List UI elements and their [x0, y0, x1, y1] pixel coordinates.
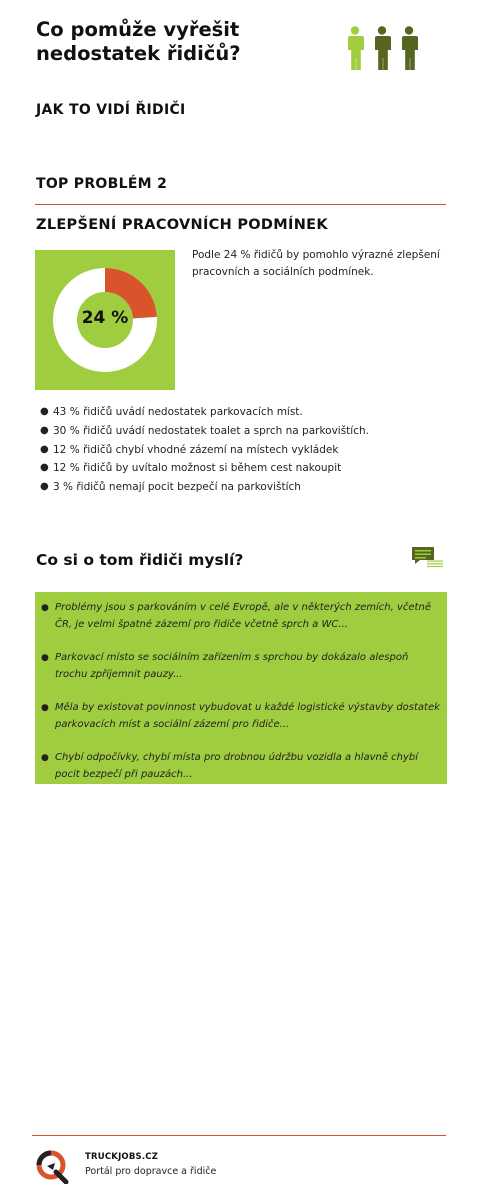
quote-text: Problémy jsou s parkováním v celé Evropě, ale v některých zemích, včetně ČR, je velmi špatné zázemí pro řidiče včetně sprch a WC...: [55, 602, 431, 630]
list-item-text: 12 % řidičů chybí vhodné zázemí na místech vykládek: [53, 443, 339, 456]
list-item: [40, 459, 440, 478]
title-line-2: nedostatek řidičů?: [36, 42, 241, 65]
person-icon-dark-2: [402, 26, 418, 70]
footer-brand: TRUCKJOBS.CZ: [85, 1152, 159, 1162]
bullet-icon: ●: [40, 406, 49, 417]
donut-chart: [35, 250, 175, 390]
list-item: [40, 441, 440, 460]
bullet-icon: ●: [40, 443, 49, 455]
list-item-text: 12 % řidičů by uvítalo možnost si během cest nakoupit: [53, 462, 342, 475]
bullet-icon: ●: [41, 603, 49, 613]
header: [36, 18, 316, 66]
list-item: [40, 478, 440, 497]
section-title: ZLEPŠENÍ PRACOVNÍCH PODMÍNEK: [36, 217, 328, 233]
list-item-text: 43 % řidičů uvádí nedostatek parkovacích míst.: [53, 406, 303, 418]
footer-tagline: Portál pro dopravce a řidiče: [85, 1166, 217, 1177]
quote-item: [41, 600, 441, 633]
donut-label: 24 %: [81, 308, 129, 328]
bullet-icon: ●: [40, 424, 49, 436]
quote-text: Měla by existovat povinnost vybudovat u každé logistické výstavby dostatek parkovacích míst a sociální zázemí pro řidiče...: [55, 702, 440, 730]
chat-bubble-icon: [410, 546, 444, 568]
quote-item: [41, 750, 441, 783]
list-item: [40, 422, 440, 441]
subtitle: JAK TO VIDÍ ŘIDIČI: [36, 102, 186, 118]
person-icon-light: [348, 26, 364, 70]
people-icon: [344, 26, 422, 70]
quote-item: [41, 650, 441, 683]
person-icon-dark-1: [375, 26, 391, 70]
list-item: [40, 403, 440, 422]
footer-divider: [32, 1135, 446, 1136]
bullet-icon: ●: [41, 653, 49, 663]
list-item-text: 30 % řidičů uvádí nedostatek toalet a sprch na parkovištích.: [53, 424, 369, 437]
quote-text: Chybí odpočívky, chybí místa pro drobnou údržbu vozidla a hlavně chybí pocit bezpečí při pauzách...: [55, 752, 419, 780]
truckjobs-logo-icon: [36, 1150, 72, 1184]
page-title: [36, 18, 316, 66]
bullet-icon: ●: [41, 703, 49, 713]
top-problem-heading: TOP PROBLÉM 2: [36, 176, 168, 192]
bullet-icon: ●: [41, 753, 49, 763]
quote-text: Parkovací místo se sociálním zařízením s sprchou by dokázalo alespoň trochu zpříjemnit pauzy...: [55, 652, 409, 680]
description-text: Podle 24 % řidičů by pomohlo výrazné zlepšení pracovních a sociálních podmínek.: [192, 249, 440, 278]
quotes-box: [35, 592, 447, 784]
stats-list: [40, 403, 440, 497]
bullet-icon: ●: [40, 481, 49, 493]
divider: [35, 204, 446, 205]
list-item-text: 3 % řidičů nemají pocit bezpečí na parkovištích: [53, 481, 301, 494]
bullet-icon: ●: [40, 462, 49, 474]
opinions-title: Co si o tom řidiči myslí?: [36, 551, 244, 569]
quote-item: [41, 700, 441, 733]
title-line-1: Co pomůže vyřešit: [36, 18, 240, 41]
